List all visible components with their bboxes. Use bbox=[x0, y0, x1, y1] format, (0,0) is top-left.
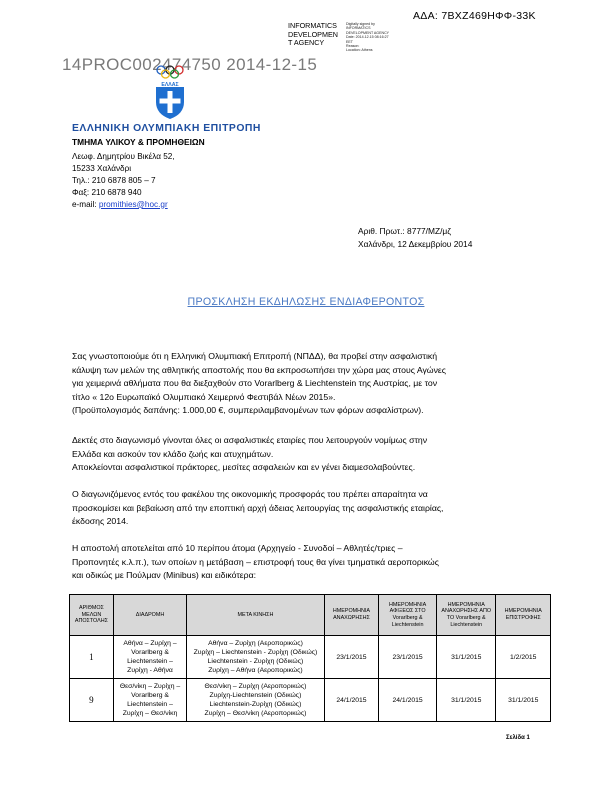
email-line bbox=[72, 199, 175, 211]
route-line: Liechtenstein – bbox=[127, 701, 173, 708]
cell-return: 31/1/2015 bbox=[496, 679, 551, 722]
signature-detail-line: DEVELOPMENT AGENCY bbox=[346, 30, 390, 35]
cell-departure: 23/1/2015 bbox=[324, 636, 378, 679]
table-row bbox=[70, 636, 551, 679]
paragraph-line: Ο διαγωνιζόμενος εντός του φακέλου της οικονομικής προσφοράς του πρέπει απαραίτητα να bbox=[72, 489, 428, 499]
route-line: Αθήνα – Ζυρίχη – bbox=[123, 640, 177, 647]
signature-agency-line: INFORMATICS bbox=[288, 21, 337, 30]
ada-code: ΑΔΑ: 7ΒΧΖ469ΗΦΦ-33Κ bbox=[413, 10, 536, 22]
department-name: ΤΜΗΜΑ ΥΛΙΚΟΥ & ΠΡΟΜΗΘΕΙΩΝ bbox=[72, 137, 205, 147]
signature-detail-line: INFORMATICS bbox=[346, 26, 371, 31]
paragraph-line: Αποκλείονται ασφαλιστικοί πράκτορες, μεσίτες ασφαλειών και εν γένει διαμεσολαβούντες. bbox=[72, 462, 416, 473]
organization-name: ΕΛΛΗΝΙΚΗ ΟΛΥΜΠΙΑΚΗ ΕΠΙΤΡΟΠΗ bbox=[72, 123, 261, 134]
signature-agency-line: DEVELOPMEN bbox=[288, 29, 338, 39]
phone-number: Τηλ.: 210 6878 805 – 7 bbox=[72, 175, 156, 185]
transport-line: Liechtenstein - Ζυρίχη (Οδικώς) bbox=[207, 658, 304, 665]
budget-line: (Προϋπολογισμός δαπάνης: 1.000,00 €, συμπεριλαμβανομένων των φόρων ασφαλίστρων). bbox=[72, 405, 424, 416]
olympic-rings-icon bbox=[157, 66, 183, 78]
cell-route bbox=[113, 679, 186, 722]
table-header-row bbox=[70, 595, 551, 636]
contact-block bbox=[72, 151, 175, 211]
cell-members: 9 bbox=[70, 679, 114, 722]
signature-agency-line: T AGENCY bbox=[288, 38, 325, 48]
paragraph-line: Σας γνωστοποιούμε ότι η Ελληνική Ολυμπιακή Επιτροπή (ΝΠΔΔ), θα προβεί στην ασφαλιστική bbox=[72, 351, 438, 361]
protocol-stamp: 14PROC002474750 2014-12-15 bbox=[62, 55, 318, 74]
email-link[interactable]: promithies@hoc.gr bbox=[98, 199, 168, 209]
cell-arrival: 24/1/2015 bbox=[379, 679, 437, 722]
address-street: Λεωφ. Δημητρίου Βικέλα 52, bbox=[72, 152, 175, 161]
paragraph-line: Ελλάδα και ασκούν τον κλάδο ζωής και ατυχημάτων. bbox=[72, 448, 274, 459]
travel-table bbox=[69, 594, 551, 722]
page-number: Σελίδα 1 bbox=[506, 735, 530, 741]
route-line: Θεσ/νίκη – Ζυρίχη – bbox=[119, 683, 181, 690]
route-line: Vorarlberg & bbox=[131, 692, 169, 699]
paragraph-line: Προπονητές κ.λ.π.), των οποίων η μετάβαση – επιστροφή τους θα γίνει τμηματικά αεροπορικώς bbox=[72, 556, 439, 567]
paragraph-line: Δεκτές στο διαγωνισμό γίνονται όλες οι ασφαλιστικές εταιρίες που λειτουργούν νομίμως στην bbox=[72, 435, 428, 445]
paragraph-eligibility bbox=[72, 434, 540, 475]
route-line: Vorarlberg & bbox=[131, 649, 169, 656]
cell-leave: 31/1/2015 bbox=[437, 679, 496, 722]
signature-detail-line: Digitally signed by bbox=[346, 22, 375, 26]
col-return: ΗΜΕΡΟΜΗΝΙΑ ΕΠΙΣΤΡΟΦΗΣ bbox=[496, 595, 551, 636]
paragraph-line: και οδικώς με Πούλμαν (Minibus) και ειδικότερα: bbox=[72, 570, 257, 581]
transport-line: Ζυρίχη-Liechtenstein (Οδικώς) bbox=[209, 692, 302, 699]
transport-line: Liechtenstein-Ζυρίχη (Οδικώς) bbox=[209, 701, 302, 708]
paragraph-line: για χειμερινά αθλήματα που θα διεξαχθούν στο Vorarlberg & Liechtenstein της Αυστρίας, με τον bbox=[72, 378, 438, 389]
paragraph-line: κάλυψη των μελών της αθλητικής αποστολής που θα εκπροσωπήσει την χώρα μας στους Αγώνες bbox=[72, 364, 446, 375]
col-transport: ΜΕΤΑ ΚΙΝΗΣΗ bbox=[187, 595, 325, 636]
document-heading: ΠΡΟΣΚΛΗΣΗ ΕΚΔΗΛΩΣΗΣ ΕΝΔΙΑΦΕΡΟΝΤΟΣ bbox=[187, 296, 425, 308]
hoc-logo bbox=[150, 64, 190, 120]
transport-line: Ζυρίχη – Liechtenstein - Ζυρίχη (Οδικώς) bbox=[193, 649, 318, 656]
signature-agency bbox=[288, 22, 338, 48]
col-route: ΔΙΑΔΡΟΜΗ bbox=[113, 595, 186, 636]
cell-route bbox=[113, 636, 186, 679]
signature-detail-line: Reason: bbox=[346, 44, 360, 49]
col-leave: ΗΜΕΡΟΜΗΝΙΑ ΑΝΑΧΩΡΗΣΗΣ ΑΠΟ ΤΟ Vorarlberg & Liechtenstein bbox=[437, 595, 496, 636]
place-date: Χαλάνδρι, 12 Δεκεμβρίου 2014 bbox=[358, 239, 473, 249]
reference-block bbox=[358, 225, 472, 251]
col-arrival: ΗΜΕΡΟΜΗΝΙΑ ΑΦΙΞΕΩΣ ΣΤΟ Vorarlberg & Liechtenstein bbox=[379, 595, 437, 636]
signature-detail-line: Location: Athens bbox=[346, 48, 373, 53]
transport-line: Θεσ/νίκη – Ζυρίχη (Αεροπορικώς) bbox=[204, 683, 307, 690]
address-city: 15233 Χαλάνδρι bbox=[72, 163, 132, 173]
cell-transport bbox=[187, 636, 325, 679]
cell-members: 1 bbox=[70, 636, 114, 679]
col-members: ΑΡΙΘΜΟΣ ΜΕΛΩΝ ΑΠΟΣΤΟΛΗΣ bbox=[70, 595, 114, 636]
paragraph-license bbox=[72, 488, 540, 529]
email-label: e-mail: bbox=[72, 199, 99, 209]
transport-line: Ζυρίχη – Αθήνα (Αεροπορικώς) bbox=[208, 667, 303, 674]
route-line: Liechtenstein – bbox=[127, 658, 173, 665]
paragraph-insurance bbox=[72, 350, 540, 418]
fax-number: Φαξ: 210 6878 940 bbox=[72, 187, 142, 197]
table-row bbox=[70, 679, 551, 722]
cell-arrival: 23/1/2015 bbox=[379, 636, 437, 679]
paragraph-line: προσκομίσει και βεβαίωση από την εποπτική αρχή άδειας λειτουργίας της ασφαλιστικής εταιρίας, bbox=[72, 502, 444, 513]
cell-return: 1/2/2015 bbox=[496, 636, 551, 679]
paragraph-delegation bbox=[72, 542, 540, 583]
signature-details bbox=[346, 22, 389, 53]
signature-detail-line: Date: 2014.12.15 08:16:27 bbox=[346, 35, 389, 40]
paragraph-line: έκδοσης 2014. bbox=[72, 516, 129, 527]
transport-line: Ζυρίχη – Θεσ/νίκη (Αεροπορικώς) bbox=[204, 710, 307, 717]
signature-detail-line: EET bbox=[346, 39, 353, 44]
logo-caption: ΕΛΛΑΣ bbox=[161, 82, 179, 88]
paragraph-line: τίτλο « 12ο Ευρωπαϊκό Ολυμπιακό Χειμερινό Φεστιβάλ Νέων 2015». bbox=[72, 391, 336, 402]
col-departure: ΗΜΕΡΟΜΗΝΙΑ ΑΝΑΧΩΡΗΣΗΣ bbox=[324, 595, 378, 636]
route-line: Ζυρίχη - Αθήνα bbox=[127, 667, 173, 674]
cell-departure: 24/1/2015 bbox=[324, 679, 378, 722]
transport-line: Αθήνα – Ζυρίχη (Αεροπορικώς) bbox=[208, 640, 303, 647]
route-line: Ζυρίχη – Θεσ/νίκη bbox=[122, 710, 178, 717]
protocol-number: Αριθ. Πρωτ.: 8777/ΜΖ/μζ bbox=[358, 226, 451, 236]
cell-transport bbox=[187, 679, 325, 722]
cell-leave: 31/1/2015 bbox=[437, 636, 496, 679]
paragraph-line: Η αποστολή αποτελείται από 10 περίπου άτομα (Αρχηγείο - Συνοδοί – Αθλητές/τριες – bbox=[72, 543, 403, 553]
